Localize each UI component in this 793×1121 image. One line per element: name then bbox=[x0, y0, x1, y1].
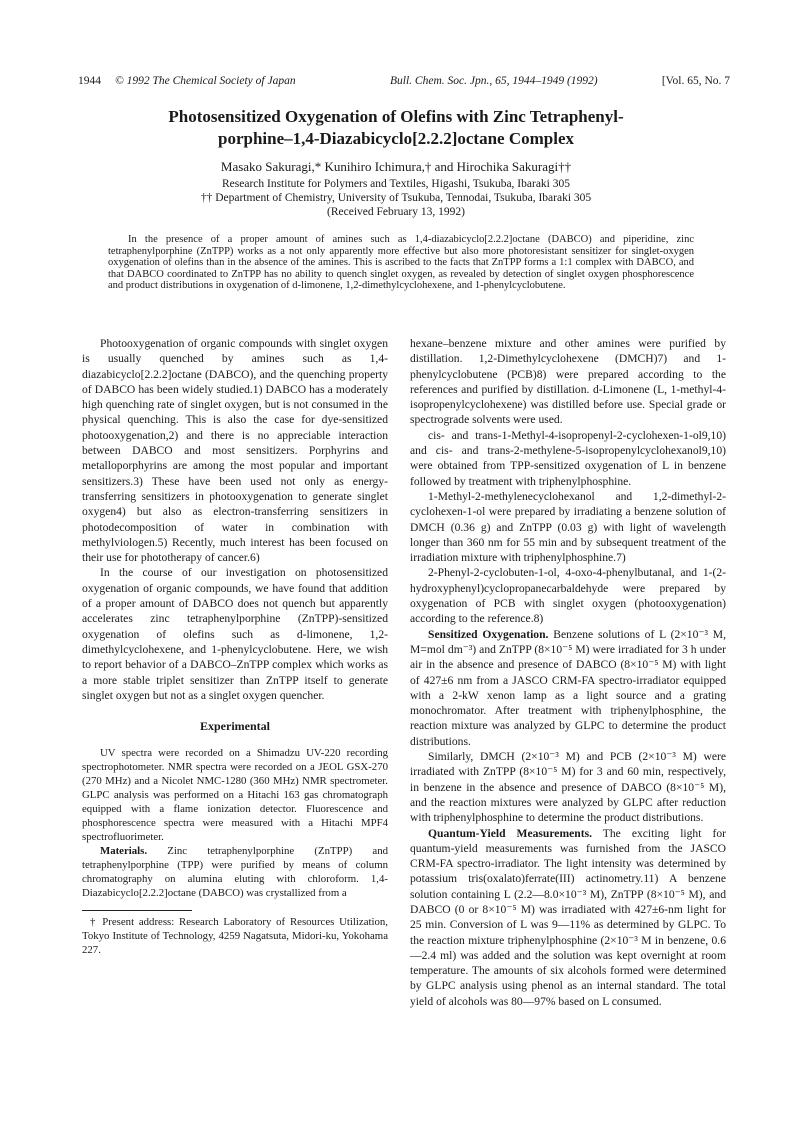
page-number: 1944 bbox=[78, 75, 101, 87]
materials-paragraph bbox=[82, 844, 388, 900]
sensitized-oxygenation-label: Sensitized Oxygenation. bbox=[428, 627, 549, 641]
materials-continued: hexane–benzene mixture and other amines were purified by distillation. 1,2-Dimethylcyclohexene (DMCH)7) and 1-phenylcyclobutene (PCB)8) were prepared according to the references and purified by distillation. d-Limonene (L, 1-methyl-4-isopropenylcyclohexene) was distilled before use. Special grade or spectrograde solvents were used. bbox=[410, 337, 726, 427]
sensitized-oxygenation-text: Benzene solutions of L (2×10⁻³ M, M=mol dm⁻³) and ZnTPP (8×10⁻⁵ M) were irradiated for 3 h under air in the absence and presence of DABCO (8×10⁻⁵ M) with light of 427±6 nm from a JASCO CRM-FA spectro-irradiator equipped with a 2-kW xenon lamp as a light source and a grating monochromator. After treatment with triphenylphosphine, the reaction mixture was analyzed by GLPC to determine the product distributions. bbox=[410, 627, 726, 748]
quantum-yield-label: Quantum-Yield Measurements. bbox=[428, 826, 592, 840]
volume-label: [Vol. 65, No. 7 bbox=[661, 75, 730, 87]
quantum-yield-paragraph bbox=[410, 826, 726, 1010]
received-date: (Received February 13, 1992) bbox=[327, 206, 465, 218]
running-head-left bbox=[78, 72, 296, 90]
experimental-heading: Experimental bbox=[200, 719, 270, 734]
affiliation-2: †† Department of Chemistry, University of Tsukuba, Tennodai, Tsukuba, Ibaraki 305 bbox=[200, 192, 592, 204]
experimental-body bbox=[82, 746, 388, 957]
pcb-products-paragraph: 2-Phenyl-2-cyclobuten-1-ol, 4-oxo-4-phenylbutanal, and 1-(2-hydroxyphenyl)cyclopropanecarbaldehyde were prepared by oxygenation of PCB with singlet oxygen (photooxygenation) according to the reference.8) bbox=[410, 566, 726, 626]
article-title bbox=[96, 106, 696, 150]
footnote: † Present address: Research Laboratory of Resources Utilization, Tokyo Institute of Technology, 4259 Nagatsuta, Midori-ku, Yokohama 227. bbox=[82, 916, 388, 957]
author-list: Masako Sakuragi,* Kunihiro Ichimura,† and Hirochika Sakuragi†† bbox=[220, 159, 572, 174]
running-head bbox=[78, 72, 730, 90]
dmch-products-paragraph: 1-Methyl-2-methylenecyclohexanol and 1,2-dimethyl-2-cyclohexen-1-ol were prepared by irradiating a benzene solution of DMCH (0.36 g) and ZnTPP (0.03 g) with light of wavelength longer than 360 nm for 55 min and by subsequent treatment of the irradiation mixture with triphenylphosphine.7) bbox=[410, 489, 726, 565]
copyright-notice: © 1992 The Chemical Society of Japan bbox=[115, 75, 296, 87]
intro-paragraph-1: Photooxygenation of organic compounds with singlet oxygen is usually quenched by amines such as 1,4-diazabicyclo[2.2.2]octane (DABCO), and the quenching property of DABCO has been widely studied.1) DABCO has a moderately high quenching rate of singlet oxygen, but is not consumed in the physical quenching. This is also the case for dye-sensitized photooxygenation,2) and there is no appreciable interaction between DABCO and most sensitizers. Porphyrins and metalloporphyrins are among the most popular and important sensitizers.3) These have been used not only as energy-transferring sensitizers in photooxygenation to generate singlet oxygen4) but also as electron-transferring sensitizers in photodecomposition of water in combination with methylviologen.5) Recently, much interest has been focused on their use for phototherapy of cancer.6) bbox=[82, 337, 388, 565]
dmch-pcb-irradiation-paragraph: Similarly, DMCH (2×10⁻³ M) and PCB (2×10⁻³ M) were irradiated with ZnTPP (8×10⁻⁵ M) for 3 and 60 min, respectively, in benzene in the absence and presence of DABCO (8×10⁻⁵ M), and the reaction mixtures were analyzed by GLPC after reduction with triphenylphosphine to determine the product distributions. bbox=[410, 750, 726, 825]
footnote-divider bbox=[82, 910, 192, 911]
materials-text: Zinc tetraphenylporphine (ZnTPP) and tetraphenylporphine (TPP) were purified by means of column chromatography on alumina eluting with chloroform. 1,4-Diazabicyclo[2.2.2]octane (DABCO) was crystallized from a bbox=[82, 845, 388, 900]
materials-label: Materials. bbox=[100, 845, 148, 858]
quantum-yield-text: The exciting light for quantum-yield measurements was furnished from the JASCO CRM-FA spectro-irradiator. The light intensity was determined by potassium tris(oxalato)ferrate(III) actinometry.11) A benzene solution containing L (2.2—8.0×10⁻³ M), ZnTPP (8×10⁻⁵ M), and DABCO (0 or 8×10⁻⁵ M) was irradiated with 427±6-nm light for 25 min. Conversion of L was 9—11% as determined by GLPC. To the reaction mixture triphenylphosphine (2×10⁻³ M in benzene, 0.6—2.4 ml) was added and the solution was kept overnight at room temperature. The amounts of six alcohols formed were determined by GLPC analysis using phenol as an internal standard. The total yield of alcohols was 80—97% based on L consumed. bbox=[410, 826, 726, 1008]
title-line-1: Photosensitized Oxygenation of Olefins with Zinc Tetraphenyl- bbox=[168, 107, 624, 126]
alcohols-paragraph: cis- and trans-1-Methyl-4-isopropenyl-2-cyclohexen-1-ol9,10) and cis- and trans-2-methylene-5-isopropenylcyclohexanol9,10) were obtained from TPP-sensitized oxygenation of L in benzene followed by treatment with triphenylphosphine. bbox=[410, 428, 726, 488]
abstract bbox=[108, 234, 694, 292]
instruments-paragraph: UV spectra were recorded on a Shimadzu UV-220 recording spectrophotometer. NMR spectra were recorded on a JEOL GSX-270 (270 MHz) and a Nicolet NMC-1280 (360 MHz) NMR spectrometer. GLPC analysis was performed on a Hitachi 163 gas chromatograph equipped with a flame ionization detector. Fluorescence and phosphorescence spectra were measured with a Hitachi MPF4 spectrofluorimeter. bbox=[82, 747, 388, 844]
sensitized-oxygenation-paragraph bbox=[410, 627, 726, 749]
abstract-text: In the presence of a proper amount of amines such as 1,4-diazabicyclo[2.2.2]octane (DABCO) and piperidine, zinc tetraphenylporphine (ZnTPP) works as a not only apparently more effective but also more photoresistant sensitizer for singlet-oxygen oxygenation of olefins than in the absence of the amines. This is ascribed to the facts that ZnTPP forms a 1:1 complex with DABCO, and that DABCO coordinated to ZnTPP has no ability to quench singlet oxygen, as revealed by detection of singlet oxygen phosphorescence and product distributions in oxygenation of d-limonene, 1,2-dimethylcyclohexene, and 1-phenylcyclobutene. bbox=[108, 234, 694, 292]
journal-citation: Bull. Chem. Soc. Jpn., 65, 1944–1949 (1992) bbox=[390, 75, 598, 87]
affiliation-1: Research Institute for Polymers and Textiles, Higashi, Tsukuba, Ibaraki 305 bbox=[221, 178, 570, 190]
right-column bbox=[410, 336, 726, 1009]
left-column bbox=[82, 336, 388, 957]
title-line-2: porphine–1,4-Diazabicyclo[2.2.2]octane Complex bbox=[217, 129, 575, 148]
intro-paragraph-2: In the course of our investigation on photosensitized oxygenation of organic compounds, we have found that addition of a proper amount of DABCO does not quench but apparently accelerates zinc tetraphenylporphine (ZnTPP)-sensitized oxygenation of olefins such as d-limonene, 1,2-dimethylcyclohexene, and 1-phenylcyclobutene. Here, we wish to report behavior of a DABCO–ZnTPP complex which works as a more stable triplet sensitizer than ZnTPP itself to generate singlet oxygen but not as a singlet oxygen quencher. bbox=[82, 566, 388, 702]
